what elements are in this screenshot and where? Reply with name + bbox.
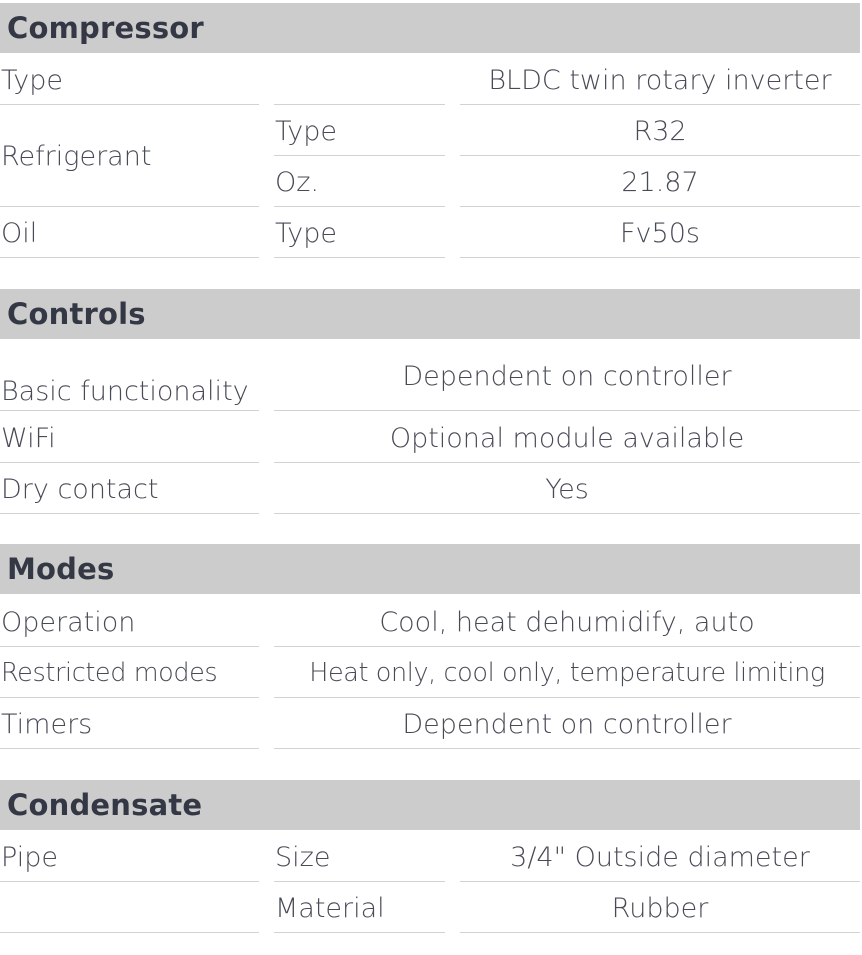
timers-value: Dependent on controller	[274, 700, 860, 749]
compressor-type-spacer	[274, 56, 445, 105]
operation-label: Operation	[0, 598, 259, 647]
section-header-modes: Modes	[0, 544, 860, 594]
restricted-modes-value: Heat only, cool only, temperature limiting	[274, 649, 860, 698]
dry-contact-label: Dry contact	[0, 465, 259, 514]
oil-type-label: Type	[274, 209, 445, 258]
pipe-size-value: 3/4" Outside diameter	[460, 833, 860, 882]
pipe-size-label: Size	[274, 833, 445, 882]
oil-label: Oil	[0, 209, 259, 258]
pipe-material-value: Rubber	[460, 884, 860, 933]
wifi-label: WiFi	[0, 414, 259, 463]
refrigerant-label: Refrigerant	[0, 107, 259, 207]
operation-value: Cool, heat dehumidify, auto	[274, 598, 860, 647]
section-header-compressor: Compressor	[0, 3, 860, 53]
refrigerant-type-value: R32	[460, 107, 860, 156]
refrigerant-oz-label: Oz.	[274, 158, 445, 207]
oil-type-value: Fv50s	[460, 209, 860, 258]
basic-functionality-label: Basic functionality	[0, 342, 259, 411]
compressor-type-value: BLDC twin rotary inverter	[460, 56, 860, 105]
section-header-condensate: Condensate	[0, 780, 860, 830]
compressor-type-label: Type	[0, 56, 259, 105]
dry-contact-value: Yes	[274, 465, 860, 514]
restricted-modes-label: Restricted modes	[0, 649, 259, 698]
basic-functionality-value: Dependent on controller	[274, 342, 860, 411]
wifi-value: Optional module available	[274, 414, 860, 463]
pipe-material-label: Material	[274, 884, 445, 933]
refrigerant-type-label: Type	[274, 107, 445, 156]
timers-label: Timers	[0, 700, 259, 749]
section-header-controls: Controls	[0, 289, 860, 339]
pipe-label: Pipe	[0, 833, 259, 882]
pipe-blank-cell	[0, 884, 259, 933]
refrigerant-oz-value: 21.87	[460, 158, 860, 207]
